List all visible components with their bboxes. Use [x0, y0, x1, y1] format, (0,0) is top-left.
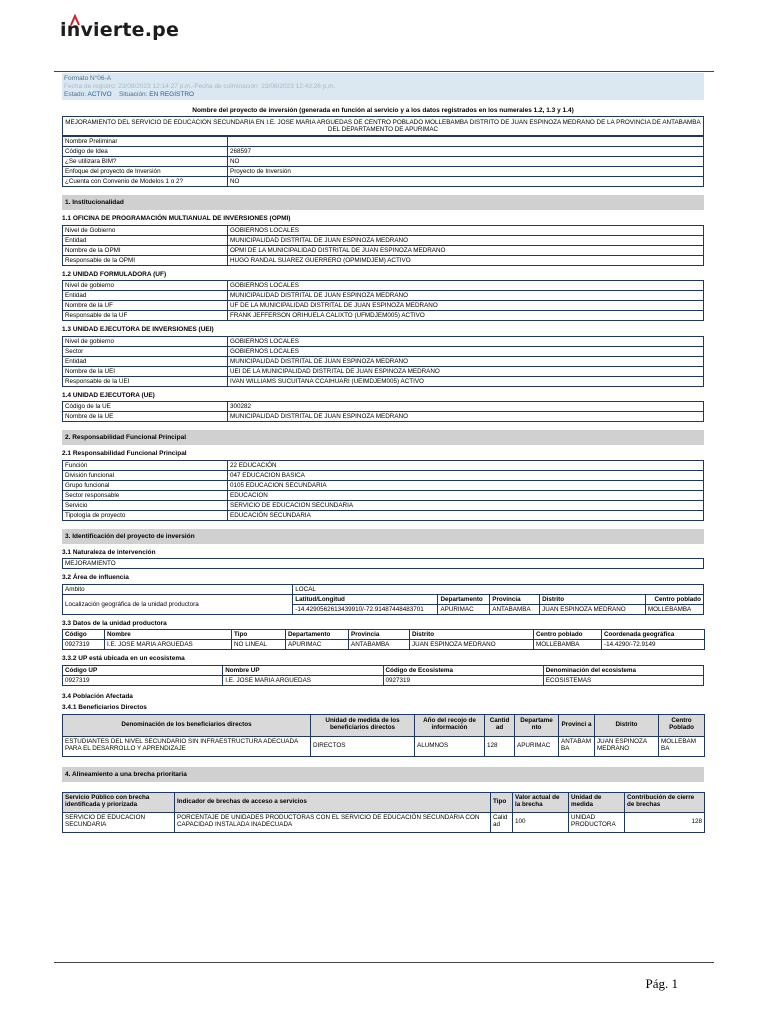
up-header: Nombre [105, 630, 232, 640]
ben-value: DIRECTOS [311, 736, 415, 756]
up-header: Centro poblado [534, 630, 602, 640]
field-label: Tipología de proyecto [63, 510, 228, 520]
field-label: Nombre Preliminar [63, 137, 228, 147]
brecha-value: Calid ad [491, 812, 513, 832]
brecha-header: Contribución de cierre de brechas [625, 792, 705, 812]
table-row [63, 366, 704, 376]
ben-header: Año del recojo de información [415, 714, 485, 736]
field-value: 268597 [228, 147, 704, 157]
ben-title: 3.4.1 Beneficiarios Directos [62, 704, 147, 712]
field-value: UEI DE LA MUNICIPALIDAD DISTRITAL DE JUAN ESPINOZA MEDRANO [228, 366, 704, 376]
field-value: MUNICIPALIDAD DISTRITAL DE JUAN ESPINOZA MEDRANO [228, 356, 704, 366]
table-row [63, 356, 704, 366]
field-label: Nombre de la UEI [63, 366, 228, 376]
field-label: Responsable de la OPMI [63, 255, 228, 265]
field-value: GOBIERNOS LOCALES [228, 336, 704, 346]
field-label: Entidad [63, 356, 228, 366]
field-value: 22 EDUCACIÓN [228, 460, 704, 470]
field-label: Nombre de la UE [63, 412, 228, 422]
ben-table [62, 714, 705, 757]
up-value: NO LINEAL [232, 640, 286, 650]
eco-header: Código UP [63, 665, 223, 675]
table-row [63, 412, 704, 422]
rfp-title: 2.1 Responsabilidad Funcional Principal [62, 450, 187, 458]
field-label: Nivel de gobierno [63, 281, 228, 291]
up-header: Código [63, 630, 105, 640]
ben-header: Provinci a [559, 714, 595, 736]
field-value: HUGO RANDAL SUAREZ GUERRERO (OPMIMDJEM) ACTIVO [228, 255, 704, 265]
field-value: NO [228, 177, 704, 187]
estado-label: Estado: [64, 91, 87, 98]
field-value: 300282 [228, 402, 704, 412]
field-label: Nivel de gobierno [63, 336, 228, 346]
field-label: Función [63, 460, 228, 470]
field-label: Sector responsable [63, 490, 228, 500]
up-header: Coordenada geográfica [602, 630, 705, 640]
page-number: Pág. 1 [645, 976, 678, 991]
bottom-divider [54, 962, 714, 963]
naturaleza-table [62, 558, 704, 569]
field-value: SERVICIO DE EDUCACION SECUNDARIA [228, 500, 704, 510]
field-label: Código de la UE [63, 402, 228, 412]
field-label: Responsable de la UF [63, 311, 228, 321]
eco-value: I.E. JOSE MARIA ARGUEDAS [223, 675, 383, 685]
brecha-value: 128 [625, 812, 705, 832]
ue-title: 1.4 UNIDAD EJECUTORA (UE) [62, 391, 155, 399]
loc-value: ANTABAMBA [490, 604, 540, 614]
table-row [63, 470, 704, 480]
pob-title: 3.4 Población Afectada [62, 692, 133, 700]
loc-value: APURIMAC [438, 604, 490, 614]
table-row [63, 311, 704, 321]
loc-header: Centro poblado [645, 594, 703, 604]
brecha-table [62, 792, 705, 833]
up-value: APURIMAC [286, 640, 349, 650]
nombre-proyecto: MEJORAMIENTO DEL SERVICIO DE EDUCACION SECUNDARIA EN I.E. JOSE MARIA ARGUEDAS DE CENTRO POBLADO MOLLEBAMBA DISTRITO DE JUAN ESPINOZA MEDRANO DE LA PROVINCIA DE ANTABAMBA DEL DEPARTAMENTO DE APURIMAC [63, 117, 704, 136]
naturaleza-value: MEJORAMIENTO [63, 559, 704, 569]
field-label: Código de Idea [63, 147, 228, 157]
field-value: MUNICIPALIDAD DISTRITAL DE JUAN ESPINOZA MEDRANO [228, 235, 704, 245]
field-label: ¿Se utilizara BIM? [63, 157, 228, 167]
eco-table [62, 665, 704, 686]
area-table [62, 584, 704, 615]
table-row [63, 510, 704, 520]
ben-value: APURIMAC [515, 736, 559, 756]
ben-header: Distrito [595, 714, 659, 736]
brecha-value: PORCENTAJE DE UNIDADES PRODUCTORAS CON EL SERVICIO DE EDUCACIÓN SECUNDARIA CON CAPACIDAD INSTALADA INADECUADA [175, 812, 491, 832]
field-value: OPMI DE LA MUNICIPALIDAD DISTRITAL DE JUAN ESPINOZA MEDRANO [228, 245, 704, 255]
brecha-header: Valor actual de la brecha [513, 792, 569, 812]
eco-header: Código de Ecosistema [383, 665, 543, 675]
eco-value: 0927319 [383, 675, 543, 685]
ben-value: ALUMNOS [415, 736, 485, 756]
field-label: Grupo funcional [63, 480, 228, 490]
table-row [63, 301, 704, 311]
table-row [63, 402, 704, 412]
situacion-value: EN REGISTRO [149, 91, 195, 98]
up-value: I.E. JOSE MARIA ARGUEDAS [105, 640, 232, 650]
table-row [63, 255, 704, 265]
brecha-header: Servicio Público con brecha identificada y priorizada [63, 792, 175, 812]
ben-value: ANTABAM BA [559, 736, 595, 756]
brecha-value: SERVICIO DE EDUCACION SECUNDARIA [63, 812, 175, 832]
up-table [62, 629, 705, 650]
uei-title: 1.3 UNIDAD EJECUTORA DE INVERSIONES (UEI) [62, 326, 214, 334]
up-value: -14.4290/-72.9149 [602, 640, 705, 650]
field-label: Nombre de la UF [63, 301, 228, 311]
logo-text: invierte.pe [60, 19, 180, 41]
loc-header: Latitud/Longitud [293, 594, 438, 604]
ben-value: JUAN ESPINOZA MEDRANO [595, 736, 659, 756]
general-table [62, 136, 704, 187]
loc-value: MOLLEBAMBA [645, 604, 703, 614]
table-row [63, 346, 704, 356]
ben-value: 128 [485, 736, 515, 756]
field-value: FRANK JEFFERSON ORIHUELA CALIXTO (UFMDJEM005) ACTIVO [228, 311, 704, 321]
brecha-header: Unidad de medida [569, 792, 625, 812]
opmi-title: 1.1 OFICINA DE PROGRAMACIÓN MULTIANUAL DE INVERSIONES (OPMI) [62, 215, 291, 223]
status-header [62, 73, 704, 100]
table-row [63, 490, 704, 500]
field-value: GOBIERNOS LOCALES [228, 225, 704, 235]
loc-value: JUAN ESPINOZA MEDRANO [540, 604, 646, 614]
field-value: IVAN WILLIAMS SUCUITANA CCAIHUARI (UEIMDJEM005) ACTIVO [228, 376, 704, 386]
table-row [63, 336, 704, 346]
section-3-title: 3. Identificación del proyecto de inversión [62, 529, 704, 544]
top-divider [54, 71, 714, 72]
field-label: Entidad [63, 291, 228, 301]
loc-label: Localización geográfica de la unidad productora [63, 594, 293, 614]
field-label: Entidad [63, 235, 228, 245]
up-header: Distrito [410, 630, 534, 640]
table-row [63, 291, 704, 301]
up-value: MOLLEBAMBA [534, 640, 602, 650]
ben-header: Centro Poblado [659, 714, 705, 736]
eco-header: Nombre UP [223, 665, 383, 675]
field-label: Sector [63, 346, 228, 356]
field-label: ¿Cuenta con Convenio de Modelos 1 o 2? [63, 177, 228, 187]
table-row [63, 460, 704, 470]
field-value: MUNICIPALIDAD DISTRITAL DE JUAN ESPINOZA MEDRANO [228, 412, 704, 422]
brecha-header: Tipo [491, 792, 513, 812]
loc-header: Provincia [490, 594, 540, 604]
table-row [63, 376, 704, 386]
loc-value: -14.4290562613439910/-72.91487448483701 [293, 604, 438, 614]
nombre-proyecto-table [62, 116, 704, 136]
up-header: Tipo [232, 630, 286, 640]
table-row [63, 167, 704, 177]
uei-table [62, 336, 704, 387]
table-row [63, 225, 704, 235]
eco-title: 3.3.2 UP está ubicada en un ecosistema [62, 655, 185, 663]
rfp-table [62, 460, 704, 521]
field-label: División funcional [63, 470, 228, 480]
up-title: 3.3 Datos de la unidad productora [62, 619, 167, 627]
field-label: Servicio [63, 500, 228, 510]
brecha-header: Indicador de brechas de acceso a servicios [175, 792, 491, 812]
field-value: 047 EDUCACION BASICA [228, 470, 704, 480]
field-label: Responsable de la UEI [63, 376, 228, 386]
ben-value: MOLLEBAM BA [659, 736, 705, 756]
up-value: JUAN ESPINOZA MEDRANO [410, 640, 534, 650]
table-row [63, 480, 704, 490]
ambito-value: LOCAL [293, 584, 704, 594]
eco-value: ECOSISTEMAS [543, 675, 703, 685]
table-row [63, 177, 704, 187]
ue-table [62, 401, 704, 422]
field-value: UF DE LA MUNICIPALIDAD DISTRITAL DE JUAN ESPINOZA MEDRANO [228, 301, 704, 311]
up-header: Provincia [349, 630, 410, 640]
opmi-table [62, 225, 704, 266]
table-row [63, 157, 704, 167]
formato-label: Formato N°06-A [64, 75, 112, 82]
situacion-label: Situación: [118, 91, 148, 98]
invierte-logo [60, 14, 200, 44]
eco-value: 0927319 [63, 675, 223, 685]
up-value: ANTABAMBA [349, 640, 410, 650]
ben-value: ESTUDIANTES DEL NIVEL SECUNDARIO SIN INFRAESTRUCTURA ADECUADA PARA EL DESARROLLO Y APRENDIZAJE [63, 736, 311, 756]
field-value: MUNICIPALIDAD DISTRITAL DE JUAN ESPINOZA MEDRANO [228, 291, 704, 301]
table-row [63, 235, 704, 245]
fechas-label: Fecha de registro: 23/08/2023 12:14:27 p.m.-Fecha de culminación: 23/08/2023 12:43:26 p.m. [64, 83, 336, 90]
field-value: Proyecto de Inversión [228, 167, 704, 177]
ben-header: Denominación de los beneficiarios directos [63, 714, 311, 736]
brecha-value: 100 [513, 812, 569, 832]
ben-header: Cantid ad [485, 714, 515, 736]
field-value: NO [228, 157, 704, 167]
field-value: EDUCACIÓN SECUNDARIA [228, 510, 704, 520]
loc-header: Departamento [438, 594, 490, 604]
uf-title: 1.2 UNIDAD FORMULADORA (UF) [62, 270, 167, 278]
table-row [63, 245, 704, 255]
up-value: 0927319 [63, 640, 105, 650]
section-4-title: 4. Alineamiento a una brecha prioritaria [62, 767, 704, 782]
document-content [62, 73, 704, 833]
field-label: Nombre de la OPMI [63, 245, 228, 255]
field-value: GOBIERNOS LOCALES [228, 281, 704, 291]
field-value: 0105 EDUCACION SECUNDARIA [228, 480, 704, 490]
uf-table [62, 280, 704, 321]
estado-value: ACTIVO [87, 91, 112, 98]
field-label: Enfoque del proyecto de Inversión [63, 167, 228, 177]
area-title: 3.2 Área de influencia [62, 574, 129, 582]
loc-header: Distrito [540, 594, 646, 604]
field-value: GOBIERNOS LOCALES [228, 346, 704, 356]
nombre-heading: Nombre del proyecto de inversión (generada en función al servicio y a los datos registrados en los numerales 1.2, 1.3 y 1.4) [192, 107, 574, 114]
table-row [63, 500, 704, 510]
brecha-value: UNIDAD PRODUCTORA [569, 812, 625, 832]
field-value [228, 137, 704, 147]
eco-header: Denominación del ecosistema [543, 665, 703, 675]
table-row [63, 147, 704, 157]
section-1-title: 1. Institucionalidad [62, 195, 704, 210]
ben-header: Unidad de medida de los beneficiarios directos [311, 714, 415, 736]
up-header: Departamento [286, 630, 349, 640]
section-2-title: 2. Responsabilidad Funcional Principal [62, 430, 704, 445]
naturaleza-title: 3.1 Naturaleza de intervención [62, 548, 156, 556]
field-label: Nivel de Gobierno [63, 225, 228, 235]
ben-header: Departame nto [515, 714, 559, 736]
table-row [63, 137, 704, 147]
ambito-label: Ambito [63, 584, 293, 594]
table-row [63, 281, 704, 291]
field-value: EDUCACION [228, 490, 704, 500]
